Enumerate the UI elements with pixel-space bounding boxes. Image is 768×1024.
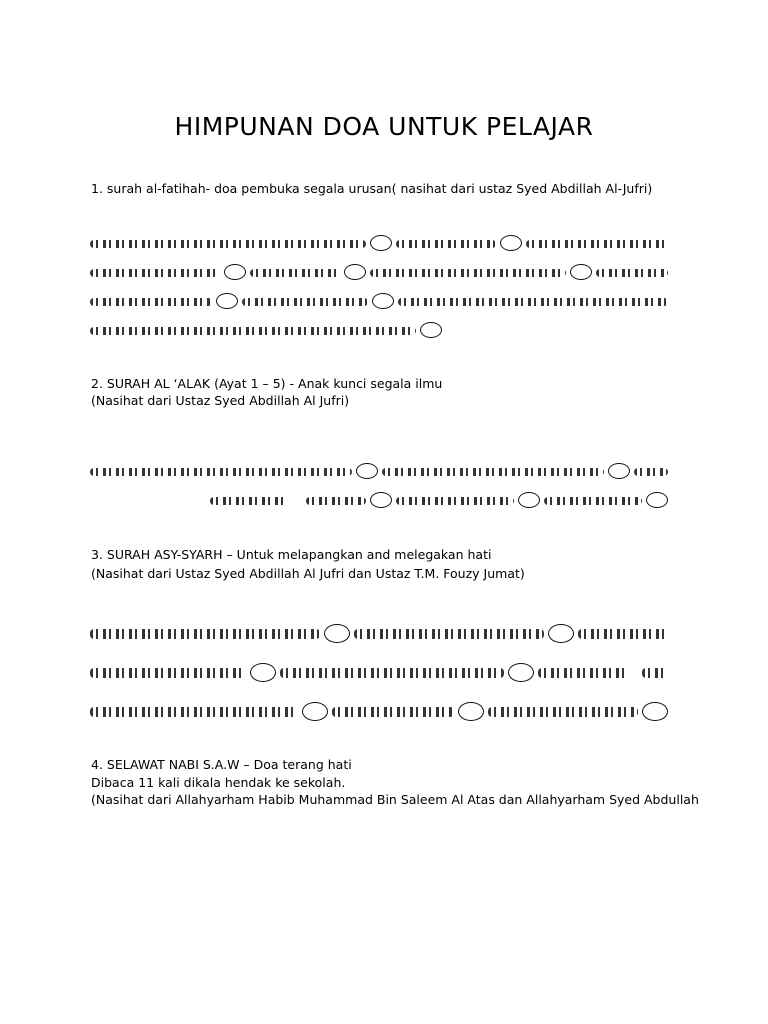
section-3-verse-image bbox=[90, 622, 668, 739]
section-3-note: (Nasihat dari Ustaz Syed Abdillah Al Jufri dan Ustaz T.M. Fouzy Jumat) bbox=[91, 566, 525, 581]
section-1-heading: 1. surah al-fatihah- doa pembuka segala urusan( nasihat dari ustaz Syed Abdillah Al-Jufri) bbox=[91, 181, 653, 196]
section-1-verse-image bbox=[90, 234, 668, 350]
section-2-verse-image bbox=[90, 462, 668, 520]
section-4-note: (Nasihat dari Allahyarham Habib Muhammad Bin Saleem Al Atas dan Allahyarham Syed Abdullah bbox=[91, 792, 699, 807]
section-3-heading: 3. SURAH ASY-SYARH – Untuk melapangkan and melegakan hati bbox=[91, 547, 492, 562]
section-2-note: (Nasihat dari Ustaz Syed Abdillah Al Jufri) bbox=[91, 393, 350, 408]
section-4-instruction: Dibaca 11 kali dikala hendak ke sekolah. bbox=[91, 775, 346, 790]
document-title: HIMPUNAN DOA UNTUK PELAJAR bbox=[174, 112, 594, 141]
section-4-heading: 4. SELAWAT NABI S.A.W – Doa terang hati bbox=[91, 757, 352, 772]
section-2-heading: 2. SURAH AL ‘ALAK (Ayat 1 – 5) - Anak kunci segala ilmu bbox=[91, 376, 443, 391]
